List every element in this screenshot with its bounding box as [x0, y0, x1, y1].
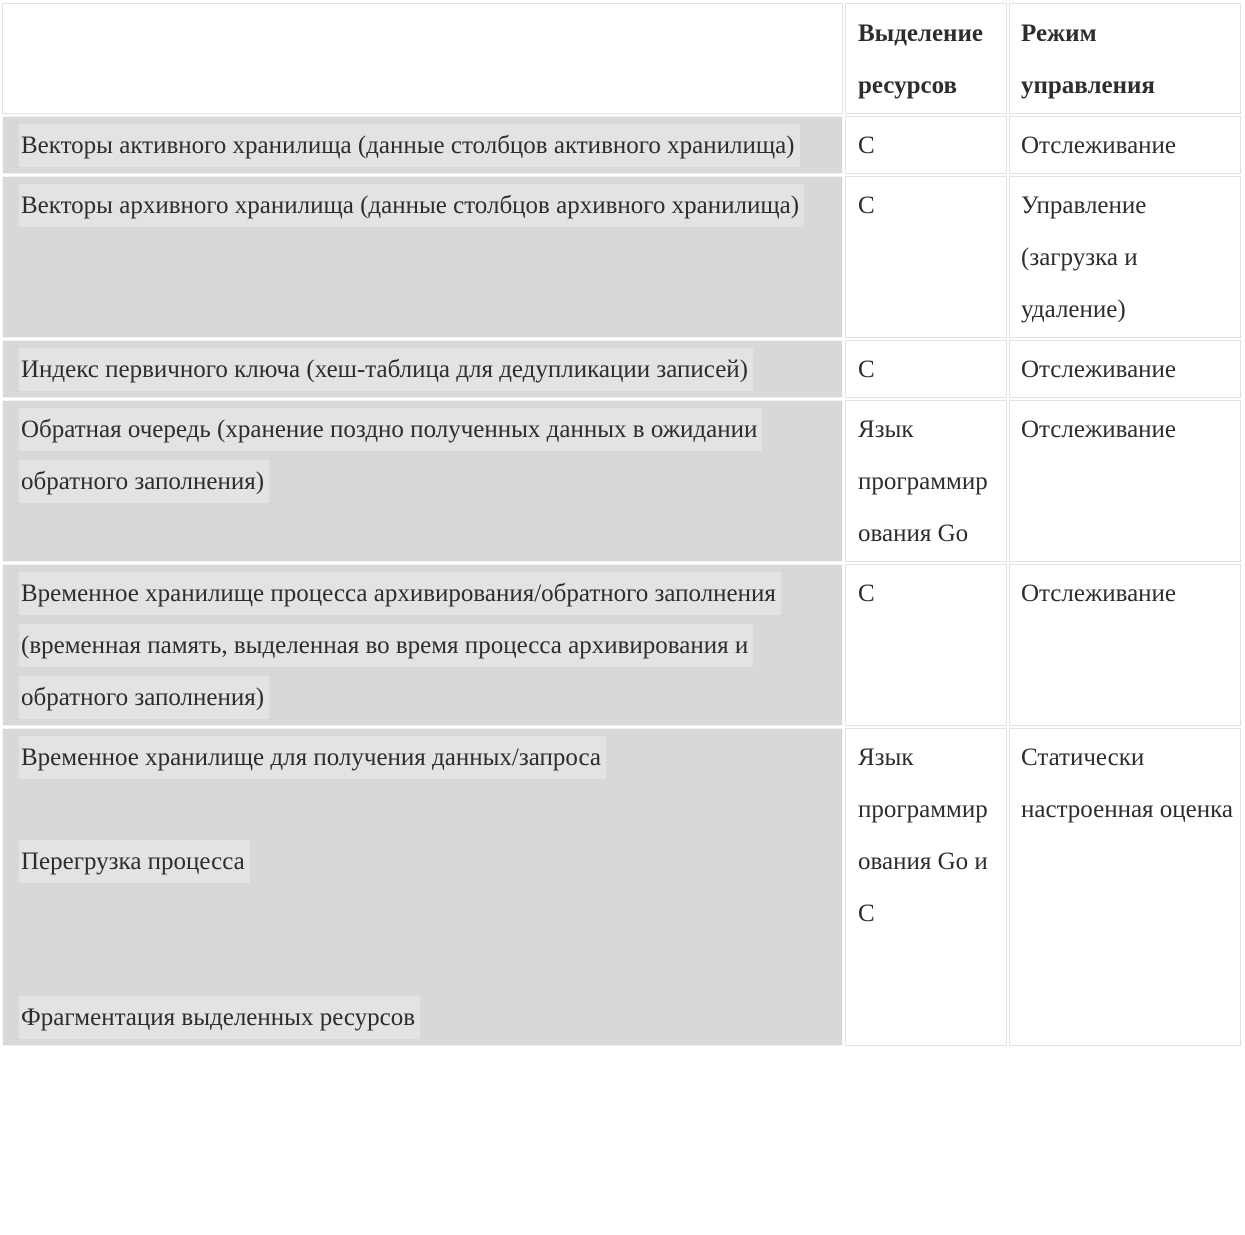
table-row	[2, 176, 1241, 338]
mode-cell: Отслеживание	[1009, 400, 1241, 562]
paragraph	[19, 344, 830, 396]
text-highlight: Фрагментация выделенных ресурсов	[19, 996, 420, 1039]
allocation-cell: C	[845, 564, 1007, 726]
text-highlight: Обратная очередь (хранение поздно полученных данных в ожидании обратного заполнения)	[19, 408, 762, 503]
paragraph	[19, 784, 830, 836]
paragraph	[19, 732, 830, 784]
description-cell	[2, 400, 843, 562]
paragraph	[19, 180, 830, 232]
table-row	[2, 116, 1241, 174]
paragraph	[19, 120, 830, 172]
paragraph	[19, 888, 830, 940]
text-highlight: Временное хранилище процесса архивирования/обратного заполнения (временная память, выделенная во время процесса архивирования и обратного заполнения)	[19, 572, 781, 719]
description-cell	[2, 340, 843, 398]
table-body	[2, 116, 1241, 1046]
table-row	[2, 340, 1241, 398]
paragraph	[19, 404, 830, 508]
mode-cell: Отслеживание	[1009, 564, 1241, 726]
header-resource-allocation: Выделение ресурсов	[845, 3, 1007, 114]
header-description	[2, 3, 843, 114]
description-cell	[2, 176, 843, 338]
text-highlight: Перегрузка процесса	[19, 840, 250, 883]
paragraph	[19, 568, 830, 724]
header-management-mode: Режим управления	[1009, 3, 1241, 114]
allocation-cell: Язык программирования Go и C	[845, 728, 1007, 1046]
description-cell	[2, 728, 843, 1046]
resources-table	[0, 1, 1243, 1048]
allocation-cell: C	[845, 340, 1007, 398]
paragraph	[19, 836, 830, 888]
paragraph	[19, 940, 830, 992]
table-row	[2, 564, 1241, 726]
mode-cell: Статически настроенная оценка	[1009, 728, 1241, 1046]
allocation-cell: Язык программирования Go	[845, 400, 1007, 562]
text-highlight: Временное хранилище для получения данных/запроса	[19, 736, 606, 779]
mode-cell: Отслеживание	[1009, 340, 1241, 398]
mode-cell: Отслеживание	[1009, 116, 1241, 174]
text-highlight: Индекс первичного ключа (хеш-таблица для дедупликации записей)	[19, 348, 753, 391]
header-row	[2, 3, 1241, 114]
description-cell	[2, 564, 843, 726]
text-highlight: Векторы архивного хранилища (данные столбцов архивного хранилища)	[19, 184, 804, 227]
text-highlight: Векторы активного хранилища (данные столбцов активного хранилища)	[19, 124, 800, 167]
paragraph	[19, 992, 830, 1044]
allocation-cell: C	[845, 176, 1007, 338]
allocation-cell: C	[845, 116, 1007, 174]
description-cell	[2, 116, 843, 174]
table-row	[2, 400, 1241, 562]
mode-cell: Управление (загрузка и удаление)	[1009, 176, 1241, 338]
table-row	[2, 728, 1241, 1046]
